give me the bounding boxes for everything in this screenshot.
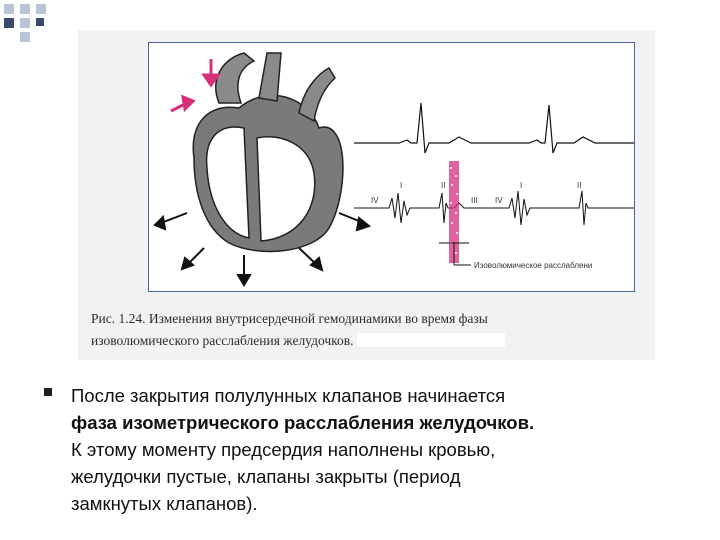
caption-mask	[357, 333, 505, 347]
bullet-square-icon	[44, 388, 52, 396]
ecg-label-I: I	[520, 181, 523, 190]
caption-line-2-text: изоволюмического расслабления желудочков.	[91, 333, 354, 348]
heart-diagram	[193, 53, 343, 251]
bullet-line-1: После закрытия полулунных клапанов начинается	[71, 385, 506, 406]
ecg-label-IV: IV	[495, 196, 503, 205]
corner-square	[20, 4, 30, 14]
ecg-label-I: I	[400, 181, 403, 190]
bullet-line-5: замкнутых клапанов).	[71, 493, 258, 514]
figure-caption	[91, 308, 611, 352]
ecg-label-IV: IV	[371, 196, 379, 205]
ecg-label-II: II	[441, 181, 446, 190]
caption-line-2	[91, 330, 611, 352]
heart-ecg-illustration	[149, 43, 634, 291]
bullet-text	[71, 382, 691, 517]
ecg-label-II: II	[577, 181, 582, 190]
corner-square	[36, 18, 44, 26]
bullet-line-2: фаза изометрического расслабления желудочков.	[71, 412, 535, 433]
corner-square	[4, 18, 14, 28]
corner-square	[20, 32, 30, 42]
phonocardiogram-trace	[354, 191, 634, 225]
figure-panel	[78, 30, 655, 360]
bullet-line-3: К этому моменту предсердия наполнены кровью,	[71, 439, 496, 460]
corner-square	[20, 18, 30, 28]
phase-annotation: Изоволюмическое расслаблени	[474, 261, 593, 270]
bullet-line-4: желудочки пустые, клапаны закрыты (период	[71, 466, 461, 487]
ecg-label-III: III	[471, 196, 478, 205]
caption-line-1: Рис. 1.24. Изменения внутрисердечной гемодинамики во время фазы	[91, 311, 488, 326]
blood-flow-arrows	[171, 59, 218, 111]
corner-square	[4, 4, 14, 14]
figure-drawing	[148, 42, 635, 292]
corner-square	[36, 4, 46, 14]
ecg-trace	[354, 103, 634, 153]
